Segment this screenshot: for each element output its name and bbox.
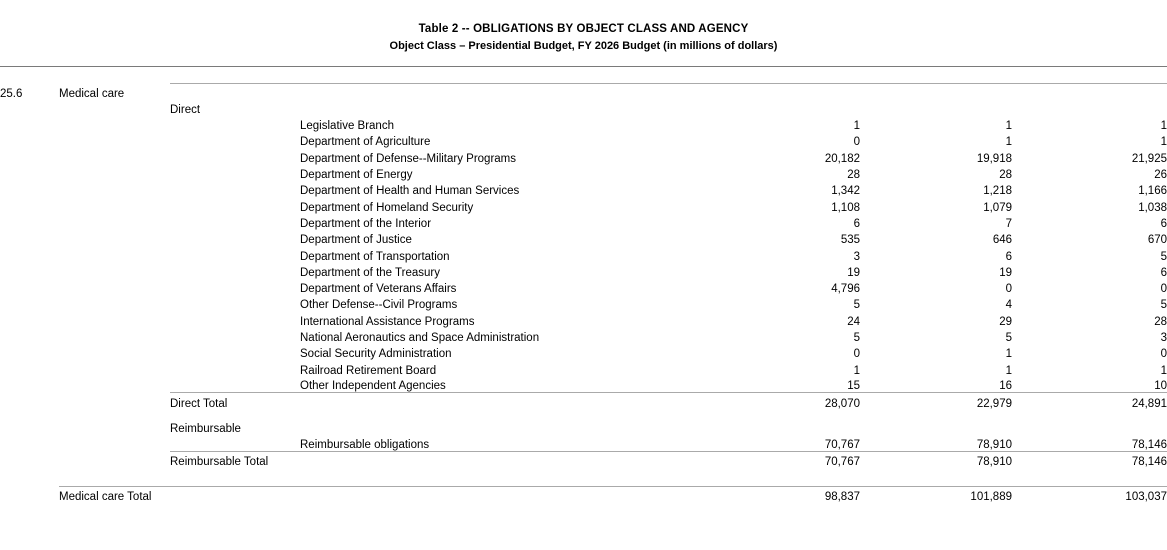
- row-lvl1-spacer: [59, 181, 170, 197]
- object-class-spacer-e: [1012, 83, 1167, 99]
- grand-total-label: Medical care Total: [59, 490, 152, 503]
- agency-name: Legislative Branch: [300, 120, 394, 133]
- value-2025-estimate: 1: [1005, 120, 1012, 133]
- object-class-spacer-d: [860, 83, 1012, 99]
- table-row: [0, 132, 1167, 148]
- value-2024-actual: 1,108: [831, 201, 860, 214]
- section-row-code-spacer: [0, 100, 59, 116]
- row-lvl1-spacer: [59, 116, 170, 132]
- value-2025-estimate: 16: [999, 380, 1012, 393]
- row-code-spacer: [0, 435, 59, 451]
- value-2024-actual: 0: [853, 136, 860, 149]
- section-spacer-cell: [0, 410, 1167, 419]
- table-row: [0, 344, 1167, 360]
- value-2024-actual: 6: [853, 217, 860, 230]
- agency-name: Department of the Treasury: [300, 266, 440, 279]
- agency-name: Railroad Retirement Board: [300, 364, 437, 377]
- row-lvl1-spacer: [59, 148, 170, 164]
- row-lvl1-spacer: [59, 328, 170, 344]
- row-lvl2-spacer: [170, 279, 300, 295]
- value-2025-estimate: 0: [1005, 283, 1012, 296]
- table-row: [0, 263, 1167, 279]
- row-code-spacer: [0, 230, 59, 246]
- row-lvl1-spacer: [59, 230, 170, 246]
- row-lvl1-spacer: [59, 263, 170, 279]
- table-header-row: [0, 67, 1167, 83]
- grand-total-2026-estimate: 103,037: [1125, 490, 1167, 503]
- value-2026-estimate: 5: [1160, 299, 1167, 312]
- agency-name: Department of the Interior: [300, 217, 432, 230]
- total-lvl1-spacer: [59, 393, 170, 409]
- row-lvl2-spacer: [170, 295, 300, 311]
- grand-total-name-spacer: [300, 487, 703, 503]
- row-lvl2-spacer: [170, 148, 300, 164]
- value-2025-estimate: 6: [1005, 250, 1012, 263]
- value-2024-actual: 15: [847, 380, 860, 393]
- value-2025-estimate: 28: [999, 169, 1012, 182]
- grand-total-2024-actual: 98,837: [824, 490, 860, 503]
- value-2024-actual: 5: [853, 332, 860, 345]
- value-2024-actual: 1: [853, 120, 860, 133]
- value-2025-estimate: 19: [999, 266, 1012, 279]
- table-row: [0, 246, 1167, 262]
- section-label: Reimbursable: [170, 423, 241, 436]
- row-lvl2-spacer: [170, 328, 300, 344]
- agency-name: Other Independent Agencies: [300, 380, 446, 393]
- row-lvl1-spacer: [59, 295, 170, 311]
- row-lvl1-spacer: [59, 279, 170, 295]
- row-code-spacer: [0, 295, 59, 311]
- value-2026-estimate: 1,038: [1138, 201, 1167, 214]
- value-2026-estimate: 0: [1160, 348, 1167, 361]
- value-2025-estimate: 1,218: [983, 185, 1012, 198]
- grand-total-code-spacer: [0, 487, 59, 503]
- value-2025-estimate: 1,079: [983, 201, 1012, 214]
- row-code-spacer: [0, 181, 59, 197]
- row-lvl1-spacer: [59, 246, 170, 262]
- row-code-spacer: [0, 165, 59, 181]
- column-header-2026-estimate: [1012, 67, 1167, 83]
- row-code-spacer: [0, 197, 59, 213]
- grand-total-2025-estimate: 101,889: [970, 490, 1012, 503]
- total-name-spacer: [300, 452, 703, 468]
- value-2024-actual: 5: [853, 299, 860, 312]
- agency-name: Department of Health and Human Services: [300, 185, 520, 198]
- table-row: [0, 328, 1167, 344]
- row-code-spacer: [0, 279, 59, 295]
- value-2024-actual: 28: [847, 169, 860, 182]
- total-lvl1-spacer: [59, 452, 170, 468]
- value-2025-estimate: 29: [999, 315, 1012, 328]
- row-lvl2-spacer: [170, 197, 300, 213]
- value-2025-estimate: 1: [1005, 364, 1012, 377]
- table-row: [0, 435, 1167, 451]
- table-row: [0, 165, 1167, 181]
- agency-name: Department of Defense--Military Programs: [300, 152, 517, 165]
- object-class-code: 25.6: [0, 87, 23, 100]
- section-row-lvl1-spacer: [59, 419, 170, 435]
- section-row-v2-spacer: [860, 419, 1012, 435]
- row-lvl2-spacer: [170, 377, 300, 393]
- section-row-v1-spacer: [703, 419, 860, 435]
- value-2025-estimate: 4: [1005, 299, 1012, 312]
- row-lvl2-spacer: [170, 214, 300, 230]
- section-label: Direct: [170, 103, 201, 116]
- section-total-2025-estimate: 22,979: [976, 397, 1012, 410]
- row-lvl1-spacer: [59, 344, 170, 360]
- row-lvl2-spacer: [170, 263, 300, 279]
- grand-total-lvl2-spacer: [170, 487, 300, 503]
- section-row-v1-spacer: [703, 100, 860, 116]
- value-2025-estimate: 1: [1005, 136, 1012, 149]
- table-row: [0, 360, 1167, 376]
- table-row: [0, 377, 1167, 393]
- section-total-2025-estimate: 78,910: [976, 456, 1012, 469]
- table-row: [0, 197, 1167, 213]
- value-2026-estimate: 26: [1154, 169, 1167, 182]
- row-lvl2-spacer: [170, 435, 300, 451]
- agency-name: Department of Homeland Security: [300, 201, 474, 214]
- row-lvl1-spacer: [59, 214, 170, 230]
- row-code-spacer: [0, 377, 59, 393]
- table-row: [0, 116, 1167, 132]
- table-row: [0, 295, 1167, 311]
- section-spacer-cell: [0, 468, 1167, 486]
- value-2026-estimate: 3: [1160, 332, 1167, 345]
- row-lvl1-spacer: [59, 197, 170, 213]
- agency-name: National Aeronautics and Space Administration: [300, 332, 540, 345]
- table-row: [0, 230, 1167, 246]
- object-class-name: Medical care: [59, 87, 125, 100]
- agency-name: Social Security Administration: [300, 348, 452, 361]
- section-row-name-spacer: [300, 419, 703, 435]
- row-lvl1-spacer: [59, 311, 170, 327]
- page-title: Table 2 -- OBLIGATIONS BY OBJECT CLASS AND AGENCY: [418, 23, 749, 35]
- row-code-spacer: [0, 344, 59, 360]
- row-code-spacer: [0, 328, 59, 344]
- value-2024-actual: 24: [847, 315, 860, 328]
- value-2025-estimate: 5: [1005, 332, 1012, 345]
- grand-total-row: [0, 487, 1167, 503]
- row-lvl2-spacer: [170, 311, 300, 327]
- section-total-2024-actual: 28,070: [824, 397, 860, 410]
- object-class-spacer-b: [300, 83, 703, 99]
- table-row: [0, 148, 1167, 164]
- section-spacer: [0, 468, 1167, 486]
- row-lvl1-spacer: [59, 360, 170, 376]
- table-row: [0, 181, 1167, 197]
- value-2024-actual: 70,767: [824, 438, 860, 451]
- total-name-spacer: [300, 393, 703, 409]
- section-row-lvl1-spacer: [59, 100, 170, 116]
- agency-name: Department of Justice: [300, 234, 412, 247]
- header-blank-code: [0, 67, 59, 83]
- value-2024-actual: 4,796: [831, 283, 860, 296]
- row-code-spacer: [0, 214, 59, 230]
- table-row: [0, 311, 1167, 327]
- section-total-2026-estimate: 78,146: [1131, 456, 1167, 469]
- header-blank-lvl2: [170, 67, 300, 83]
- value-2026-estimate: 1,166: [1138, 185, 1167, 198]
- agency-name: Department of Veterans Affairs: [300, 283, 457, 296]
- value-2026-estimate: 21,925: [1131, 152, 1167, 165]
- row-lvl2-spacer: [170, 230, 300, 246]
- column-header-object-class: [300, 67, 703, 83]
- row-lvl2-spacer: [170, 181, 300, 197]
- obligations-table: [0, 66, 1167, 503]
- agency-name: Department of Agriculture: [300, 136, 431, 149]
- agency-name: Department of Energy: [300, 169, 413, 182]
- row-code-spacer: [0, 148, 59, 164]
- value-2024-actual: 1: [853, 364, 860, 377]
- row-lvl2-spacer: [170, 246, 300, 262]
- row-lvl2-spacer: [170, 116, 300, 132]
- value-2025-estimate: 646: [992, 234, 1012, 247]
- value-2026-estimate: 0: [1160, 283, 1167, 296]
- row-code-spacer: [0, 246, 59, 262]
- section-row-v3-spacer: [1012, 419, 1167, 435]
- value-2026-estimate: 28: [1154, 315, 1167, 328]
- total-code-spacer: [0, 452, 59, 468]
- value-2024-actual: 19: [847, 266, 860, 279]
- section-total-label: Direct Total: [170, 397, 228, 410]
- value-2024-actual: 3: [853, 250, 860, 263]
- row-lvl1-spacer: [59, 377, 170, 393]
- agency-name: Reimbursable obligations: [300, 438, 430, 451]
- value-2026-estimate: 10: [1154, 380, 1167, 393]
- section-total-2026-estimate: 24,891: [1131, 397, 1167, 410]
- value-2025-estimate: 78,910: [976, 438, 1012, 451]
- table-row: [0, 214, 1167, 230]
- row-code-spacer: [0, 360, 59, 376]
- value-2024-actual: 535: [840, 234, 860, 247]
- object-class-spacer-a: [170, 83, 300, 99]
- section-row-code-spacer: [0, 419, 59, 435]
- row-lvl1-spacer: [59, 165, 170, 181]
- column-header-2024-actual: [703, 67, 860, 83]
- value-2024-actual: 1,342: [831, 185, 860, 198]
- row-lvl1-spacer: [59, 132, 170, 148]
- value-2025-estimate: 1: [1005, 348, 1012, 361]
- row-code-spacer: [0, 311, 59, 327]
- section-row-v3-spacer: [1012, 100, 1167, 116]
- section-total-row: [0, 452, 1167, 468]
- object-class-spacer-c: [703, 83, 860, 99]
- value-2026-estimate: 5: [1160, 250, 1167, 263]
- header-blank-lvl1: [59, 67, 170, 83]
- value-2024-actual: 20,182: [824, 152, 860, 165]
- column-header-2025-estimate: [860, 67, 1012, 83]
- row-lvl2-spacer: [170, 165, 300, 181]
- value-2026-estimate: 1: [1160, 120, 1167, 133]
- agency-name: Other Defense--Civil Programs: [300, 299, 458, 312]
- row-lvl1-spacer: [59, 435, 170, 451]
- value-2025-estimate: 7: [1005, 217, 1012, 230]
- page-subtitle: Object Class – Presidential Budget, FY 2026 Budget (in millions of dollars): [389, 40, 778, 52]
- section-label-row: [0, 100, 1167, 116]
- value-2026-estimate: 6: [1160, 266, 1167, 279]
- section-total-2024-actual: 70,767: [824, 456, 860, 469]
- section-row-name-spacer: [300, 100, 703, 116]
- row-code-spacer: [0, 132, 59, 148]
- agency-name: International Assistance Programs: [300, 315, 475, 328]
- value-2025-estimate: 19,918: [976, 152, 1012, 165]
- section-total-label: Reimbursable Total: [170, 456, 269, 469]
- section-spacer: [0, 410, 1167, 419]
- row-code-spacer: [0, 116, 59, 132]
- total-code-spacer: [0, 393, 59, 409]
- value-2026-estimate: 6: [1160, 217, 1167, 230]
- row-lvl2-spacer: [170, 132, 300, 148]
- row-lvl2-spacer: [170, 344, 300, 360]
- report-title-block: [0, 0, 1167, 54]
- value-2026-estimate: 1: [1160, 136, 1167, 149]
- section-row-v2-spacer: [860, 100, 1012, 116]
- section-total-row: [0, 393, 1167, 409]
- value-2026-estimate: 1: [1160, 364, 1167, 377]
- table-row: [0, 279, 1167, 295]
- row-lvl2-spacer: [170, 360, 300, 376]
- value-2026-estimate: 670: [1147, 234, 1167, 247]
- object-class-row: [0, 83, 1167, 99]
- value-2024-actual: 0: [853, 348, 860, 361]
- value-2026-estimate: 78,146: [1131, 438, 1167, 451]
- agency-name: Department of Transportation: [300, 250, 450, 263]
- section-label-row: [0, 419, 1167, 435]
- row-code-spacer: [0, 263, 59, 279]
